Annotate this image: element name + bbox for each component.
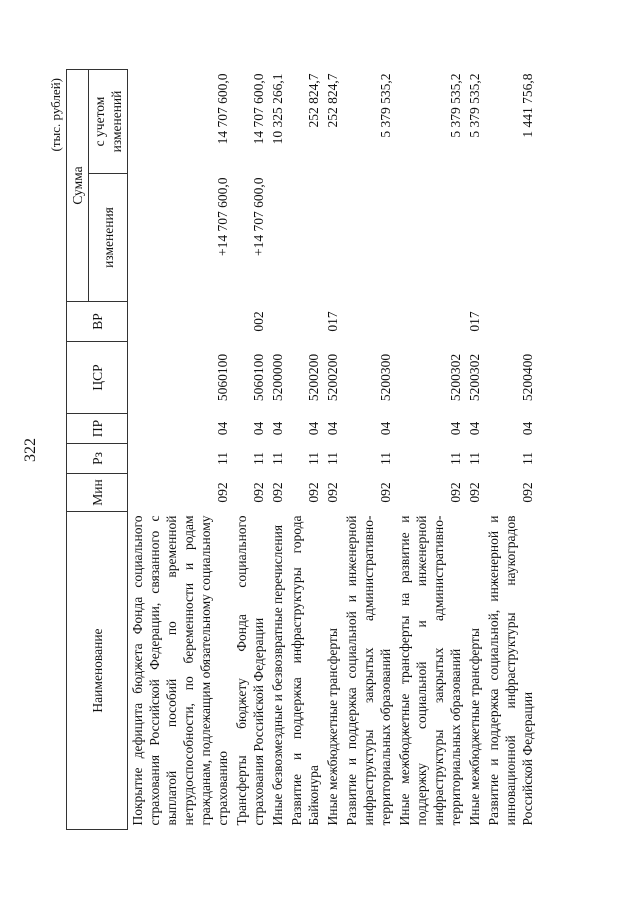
row-change: +14 707 600,0 <box>215 177 230 256</box>
row-rz: 11 <box>378 452 393 465</box>
row-min: 092 <box>306 482 321 503</box>
row-name: Иные межбюджетные трансферты <box>467 628 482 826</box>
row-name: Развитие и поддержка социальной, инженерной и инновационной инфраструктуры наукоградов Российской Федерации <box>486 515 535 826</box>
table-row <box>268 70 287 830</box>
row-min: 092 <box>448 482 463 503</box>
row-name: Иные межбюджетные трансферты на развитие и поддержку социальной и инженерной инфраструктуры закрытых административно-территориальных образований <box>397 515 463 826</box>
row-rz: 11 <box>215 452 230 465</box>
header-rz: Рз <box>67 444 128 474</box>
row-csr: 5200200 <box>325 353 340 402</box>
row-change <box>465 174 484 302</box>
row-change <box>323 174 342 302</box>
row-min: 092 <box>215 482 230 503</box>
row-pr: 04 <box>520 421 535 436</box>
row-vr: 017 <box>325 311 340 332</box>
header-csr: ЦСР <box>67 342 128 414</box>
row-pr: 04 <box>251 421 266 436</box>
table-row <box>484 70 537 830</box>
table-row <box>465 70 484 830</box>
header-with-changes: с учетом изменений <box>89 70 128 174</box>
row-pr: 04 <box>215 421 230 436</box>
row-rz: 11 <box>467 452 482 465</box>
header-name: Наименование <box>67 512 128 830</box>
table-row <box>342 70 395 830</box>
row-csr: 5200000 <box>270 353 285 402</box>
row-pr: 04 <box>378 421 393 436</box>
row-total: 14 707 600,0 <box>251 73 266 145</box>
table-body <box>128 70 538 830</box>
row-csr: 5200302 <box>448 353 463 402</box>
row-rz: 11 <box>270 452 285 465</box>
row-csr: 5200400 <box>520 353 535 402</box>
row-total: 5 379 535,2 <box>467 73 482 138</box>
row-change <box>287 174 323 302</box>
row-min: 092 <box>520 482 535 503</box>
row-change <box>268 174 287 302</box>
row-rz: 11 <box>251 452 266 465</box>
row-csr: 5200200 <box>306 353 321 402</box>
table-header <box>67 70 128 830</box>
table-row <box>232 70 268 830</box>
row-pr: 04 <box>306 421 321 436</box>
row-rz: 11 <box>306 452 321 465</box>
table-row <box>323 70 342 830</box>
row-vr <box>395 302 465 342</box>
row-rz: 11 <box>448 452 463 465</box>
table-row <box>395 70 465 830</box>
row-csr: 5060100 <box>215 353 230 402</box>
header-vr: ВР <box>67 302 128 342</box>
row-name: Покрытие дефицита бюджета Фонда социального страхования Российской Федерации, связанного с выплатой пособий по временной нетрудоспособности, по беременности и родам гражданам, подлежащим обязательному социальному страхованию <box>130 515 230 826</box>
row-change <box>484 174 537 302</box>
table-row <box>128 70 233 830</box>
row-pr: 04 <box>325 421 340 436</box>
row-total: 5 379 535,2 <box>448 73 463 138</box>
header-change: изменения <box>89 174 128 302</box>
row-csr: 5060100 <box>251 353 266 402</box>
row-name: Иные межбюджетные трансферты <box>325 628 340 826</box>
row-min: 092 <box>325 482 340 503</box>
row-pr: 04 <box>467 421 482 436</box>
row-change <box>395 174 465 302</box>
row-csr: 5200300 <box>378 353 393 402</box>
row-vr <box>268 302 287 342</box>
row-total: 252 824,7 <box>306 73 321 128</box>
row-vr: 017 <box>467 311 482 332</box>
units-label: (тыс. рублей) <box>48 78 63 152</box>
row-min: 092 <box>378 482 393 503</box>
row-vr <box>128 302 233 342</box>
row-rz: 11 <box>520 452 535 465</box>
row-total: 14 707 600,0 <box>215 73 230 145</box>
row-vr <box>484 302 537 342</box>
row-vr <box>287 302 323 342</box>
row-vr <box>342 302 395 342</box>
row-min: 092 <box>270 482 285 503</box>
row-min: 092 <box>467 482 482 503</box>
row-total: 252 824,7 <box>325 73 340 128</box>
header-min: Мин <box>67 474 128 512</box>
row-change <box>342 174 395 302</box>
row-rz: 11 <box>325 452 340 465</box>
row-change: +14 707 600,0 <box>251 177 266 256</box>
header-sum: Сумма <box>67 70 89 302</box>
row-name: Развитие и поддержка инфраструктуры города Байконура <box>289 515 321 826</box>
row-csr: 5200302 <box>467 353 482 402</box>
row-total: 5 379 535,2 <box>378 73 393 138</box>
row-pr: 04 <box>448 421 463 436</box>
table-row <box>287 70 323 830</box>
budget-table <box>66 69 537 830</box>
row-min: 092 <box>251 482 266 503</box>
row-pr: 04 <box>270 421 285 436</box>
header-pr: ПР <box>67 414 128 444</box>
page-number: 322 <box>22 438 39 462</box>
row-vr: 002 <box>251 311 266 332</box>
row-name: Развитие и поддержка социальной и инженерной инфраструктуры закрытых административно-территориальных образований <box>344 515 393 826</box>
row-name: Иные безвозмездные и безвозвратные перечисления <box>270 524 285 826</box>
row-total: 10 325 266,1 <box>270 73 285 145</box>
row-total: 1 441 756,8 <box>520 73 535 138</box>
row-name: Трансферты бюджету Фонда социального страхования Российской Федерации <box>234 515 266 826</box>
